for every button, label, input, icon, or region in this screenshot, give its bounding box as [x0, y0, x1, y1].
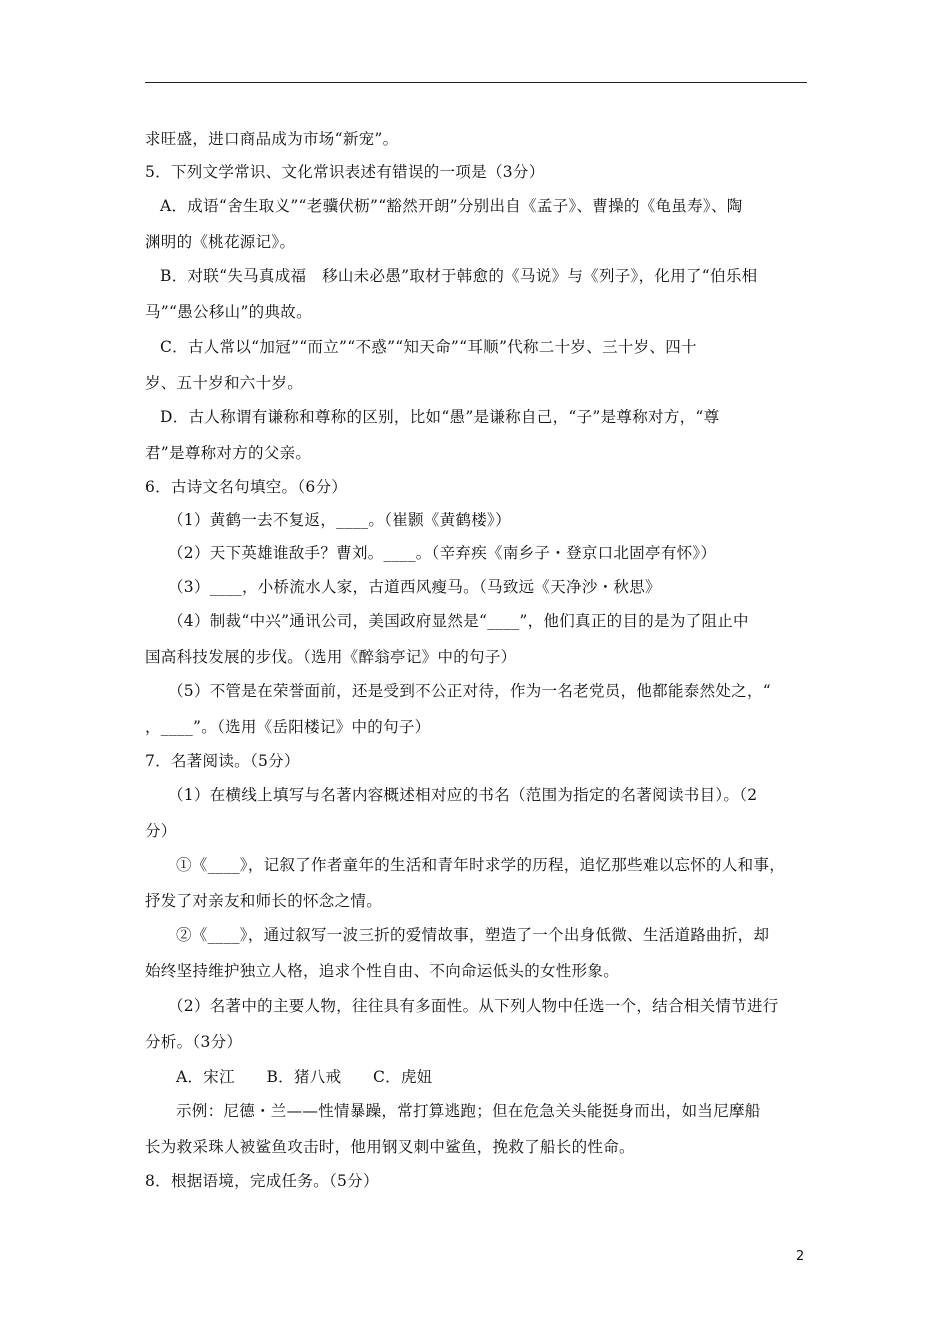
q6-item-5-line-1: （5）不管是在荣誉面前，还是受到不公正对待，作为一名老党员，他都能泰然处之，“ [168, 682, 771, 700]
q7-part-1-line-2: 分） [145, 822, 177, 840]
option-a-line-2: 渊明的《桃花源记》。 [145, 233, 296, 251]
q7-part-2-line-2: 分析。（3分） [145, 1033, 243, 1051]
option-b-line-1: B．对联“失马真成福 移山未必愚”取材于韩愈的《马说》与《列子》，化用了“伯乐相 [160, 267, 758, 285]
q7-example-line-1: 示例：尼德・兰——性情暴躁，常打算逃跑；但在危急关头能挺身而出，如当尼摩船 [176, 1102, 761, 1120]
q7-item-2-line-1: ②《____》，通过叙写一波三折的爱情故事，塑造了一个出身低微、生活道路曲折，却 [176, 926, 770, 944]
q6-item-2: （2）天下英雄谁敌手？曹刘。____。（辛弃疾《南乡子・登京口北固亭有怀》） [168, 544, 717, 562]
q7-item-1-line-1: ①《____》，记叙了作者童年的生活和青年时求学的历程，追忆那些难以忘怀的人和事， [176, 856, 786, 874]
q6-item-1: （1）黄鹤一去不复返，____。（崔颢《黄鹤楼》） [168, 511, 511, 529]
option-d-line-2: 君”是尊称对方的父亲。 [145, 444, 312, 462]
text-line-continuation: 求旺盛，进口商品成为市场“新宠”。 [145, 130, 399, 148]
header-rule [145, 82, 807, 83]
option-a-line-1: A．成语“舍生取义”“老骥伏枥”“豁然开朗”分别出自《孟子》、曹操的《龟虽寿》、陶 [160, 197, 743, 215]
option-d-line-1: D．古人称谓有谦称和尊称的区别，比如“愚”是谦称自己，“子”是尊称对方，“尊 [160, 408, 720, 426]
q7-item-2-line-2: 始终坚持维护独立人格，追求个性自由、不向命运低头的女性形象。 [145, 962, 620, 980]
q7-part-1-line-1: （1）在横线上填写与名著内容概述相对应的书名（范围为指定的名著阅读书目）。（2 [168, 786, 758, 804]
option-c-line-2: 岁、五十岁和六十岁。 [145, 374, 304, 392]
q7-choices: A．宋江 B．猪八戒 C．虎妞 [176, 1068, 433, 1086]
q6-item-5-line-2: ，____”。（选用《岳阳楼记》中的句子） [145, 718, 431, 736]
question-5-stem: 5．下列文学常识、文化常识表述有错误的一项是（3分） [145, 163, 545, 181]
q7-item-1-line-2: 抒发了对亲友和师长的怀念之情。 [145, 892, 383, 910]
q7-part-2-line-1: （2）名著中的主要人物，往往具有多面性。从下列人物中任选一个，结合相关情节进行 [168, 997, 779, 1015]
q6-item-4-line-2: 国高科技发展的步伐。（选用《醉翁亭记》中的句子） [145, 648, 517, 666]
option-b-line-2: 马”“愚公移山”的典故。 [145, 303, 312, 321]
question-7-stem: 7．名著阅读。（5分） [145, 752, 300, 770]
question-6-stem: 6．古诗文名句填空。（6分） [145, 478, 348, 496]
page-number: 2 [796, 1249, 805, 1264]
option-c-line-1: C．古人常以“加冠”“而立”“不惑”“知天命”“耳顺”代称二十岁、三十岁、四十 [160, 338, 697, 356]
question-8-stem: 8．根据语境，完成任务。（5分） [145, 1172, 379, 1190]
q6-item-4-line-1: （4）制裁“中兴”通讯公司，美国政府显然是“____”，他们真正的目的是为了阻止中 [168, 612, 749, 630]
q7-example-line-2: 长为救采珠人被鲨鱼攻击时，他用钢叉刺中鲨鱼，挽救了船长的性命。 [145, 1138, 635, 1156]
q6-item-3: （3）____，小桥流水人家，古道西风瘦马。（马致远《天净沙・秋思》 [168, 578, 661, 596]
